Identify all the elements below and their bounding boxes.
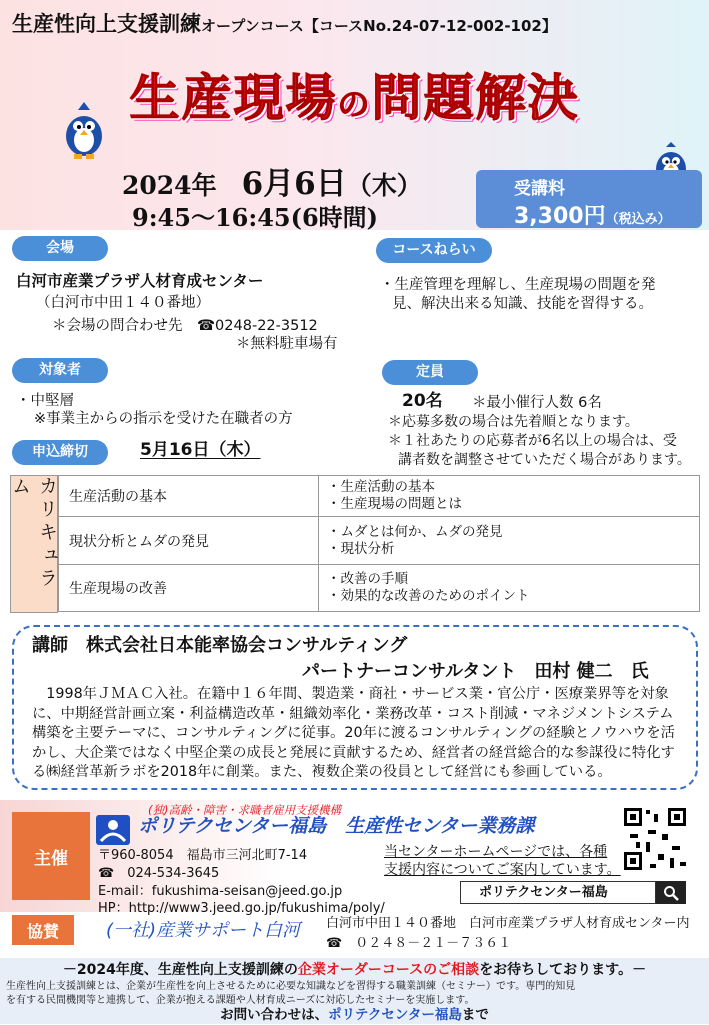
venue-contact: ＊会場の問合わせ先 ☎0248-22-3512 [52, 318, 318, 334]
venue-label: 会場 [12, 236, 108, 261]
curriculum-row [59, 476, 700, 517]
lecturer-box [12, 625, 698, 790]
capacity-note2: ＊１社あたりの応募者が6名以上の場合は、受 [388, 433, 677, 449]
sponsor-label: 協賛 [12, 915, 74, 945]
footer-line4 [0, 1006, 709, 1025]
footer-line2: 生産性向上支援訓練とは、企業が生産性を向上させるために必要な知識などを習得する職業訓練（セミナー）です。専門的知見 [6, 981, 576, 992]
host-note2: 支援内容についてご案内しています。 [384, 862, 621, 878]
curriculum-row [59, 517, 700, 565]
host-hp[interactable]: HP：http://www3.jeed.go.jp/fukushima/poly/ [98, 901, 385, 916]
capacity-note3: 講者数を調整させていただく場合があります。 [398, 452, 691, 468]
footer-line4-a: お問い合わせは、 [220, 1007, 329, 1023]
footer-line3: を有する民間機関等と連携して、企業が抱える課題や人材育成ニーズに対応したセミナーを実施します。 [6, 995, 475, 1006]
title-part1: 生産現場 [129, 69, 338, 127]
footer-line1-c: をお待ちしております。－ [479, 962, 647, 978]
target-line2: ※事業主からの指示を受けた在職者の方 [34, 411, 293, 427]
venue-name: 白河市産業プラザ人材育成センター [16, 272, 264, 290]
curriculum-row-items [319, 517, 700, 565]
curriculum-label: カリキュラム [10, 475, 58, 613]
target-line1: ・中堅層 [16, 393, 74, 409]
curriculum-row-name: 生産活動の基本 [59, 476, 319, 517]
title-part2: 問題解決 [371, 69, 580, 127]
course-date [122, 158, 422, 203]
lecturer-heading2: パートナーコンサルタント 田村 健二 氏 [302, 661, 649, 682]
course-weekday: （木） [346, 171, 422, 200]
host-email: E-mail：fukushima-seisan@jeed.go.jp [98, 884, 343, 899]
capacity-note1: ＊応募多数の場合は先着順となります。 [388, 414, 639, 430]
fee-value: 3,300円 [514, 204, 606, 229]
fee-label: 受講料 [514, 179, 565, 199]
curriculum-item: ・ムダとは何か、ムダの発見 [327, 523, 503, 540]
curriculum-row-items [319, 565, 700, 612]
footer-line4-b: ポリテクセンター福島 [328, 1007, 462, 1023]
curriculum-item: ・改善の手順 [327, 571, 408, 587]
host-note1: 当センターホームページでは、各種 [384, 844, 608, 860]
curriculum-item: ・現状分析 [327, 540, 395, 557]
course-number: 【コースNo.24-07-12-002-102】 [303, 17, 557, 35]
lecturer-bio: 1998年ＪＭＡＣ入社。在籍中１６年間、製造業・商社・サービス業・官公庁・医療業界等を対象に、中期経営計画立案・利益構造改革・組織効率化・業務改革・コスト削減・マネジメントシステム構築を主要テーマに、コンサルティングに従事。20年に渡るコンサルティングの経験とノウハウを活かし、大企業ではなく中堅企業の成長と発展に貢献するため、経営者の経営総合的な参謀役に特化する㈱経営革新ラボを2018年に創業。また、複数企業の役員として経営にも参画している。 [32, 686, 675, 781]
course-day: 6月6日 [241, 166, 347, 202]
fee-amount [486, 199, 692, 230]
curriculum-row-name: 現状分析とムダの発見 [59, 517, 319, 565]
curriculum-item: ・生産現場の問題とは [327, 496, 462, 512]
capacity-min: ＊最小催行人数 6名 [472, 395, 602, 411]
target-label: 対象者 [12, 358, 108, 383]
fee-box [476, 170, 702, 228]
venue-address: （白河市中田１４０番地） [36, 295, 210, 311]
course-type: オープンコース [201, 17, 304, 35]
program-name: 生産性向上支援訓練 [12, 12, 201, 36]
sponsor-name: (一社)産業サポート白河 [106, 920, 301, 941]
sponsor-tel: ☎ ０２４８－２１－７３６１ [326, 936, 512, 951]
footer-line4-c: まで [461, 1007, 489, 1023]
title-particle: の [337, 85, 372, 123]
host-label: 主催 [12, 812, 90, 900]
deadline-label: 申込締切 [12, 440, 108, 465]
host-org-small: (独)高齢・障害・求職者雇用支援機構 [148, 803, 341, 817]
header-line [12, 8, 557, 38]
footer-line1 [0, 961, 709, 980]
curriculum-row-items [319, 476, 700, 517]
curriculum-item: ・生産活動の基本 [327, 479, 435, 495]
fee-note: （税込み） [605, 212, 671, 227]
search-button[interactable] [656, 881, 686, 904]
search-box[interactable]: ポリテクセンター福島 [460, 881, 656, 904]
deadline-value: 5月16日（木） [140, 440, 261, 460]
host-address: 〒960-8054 福島市三河北町7-14 [98, 848, 308, 863]
host-tel: ☎ 024-534-3645 [98, 866, 220, 881]
search-icon [663, 885, 679, 901]
curriculum-item: ・効果的な改善のためのポイント [327, 588, 530, 604]
host-org-name: ポリテクセンター福島 生産性センター業務課 [138, 815, 535, 837]
capacity-label: 定員 [382, 360, 478, 385]
capacity-count: 20名 [402, 391, 443, 411]
curriculum-table [58, 475, 700, 612]
aim-label: コースねらい [376, 238, 492, 263]
mascot-bird-icon [58, 102, 110, 162]
aim-line1: ・生産管理を理解し、生産現場の問題を発 [380, 277, 656, 293]
aim-line2: 見、解決出来る知識、技能を習得する。 [392, 296, 653, 312]
lecturer-heading1: 講師 株式会社日本能率協会コンサルティング [32, 635, 408, 656]
qr-code-icon[interactable] [622, 806, 688, 872]
curriculum-row-name: 生産現場の改善 [59, 565, 319, 612]
sponsor-address: 白河市中田１４０番地 白河市産業プラザ人材育成センター内 [326, 916, 690, 931]
polytech-logo-icon [96, 815, 130, 845]
footer-line1-b: 企業オーダーコースのご相談 [297, 962, 480, 978]
footer-line1-a: －2024年度、生産性向上支援訓練の [62, 962, 298, 978]
venue-parking: ＊無料駐車場有 [236, 336, 338, 352]
course-time: 9:45〜16:45(6時間) [132, 203, 379, 232]
course-year: 2024年 [122, 171, 217, 200]
curriculum-row [59, 565, 700, 612]
